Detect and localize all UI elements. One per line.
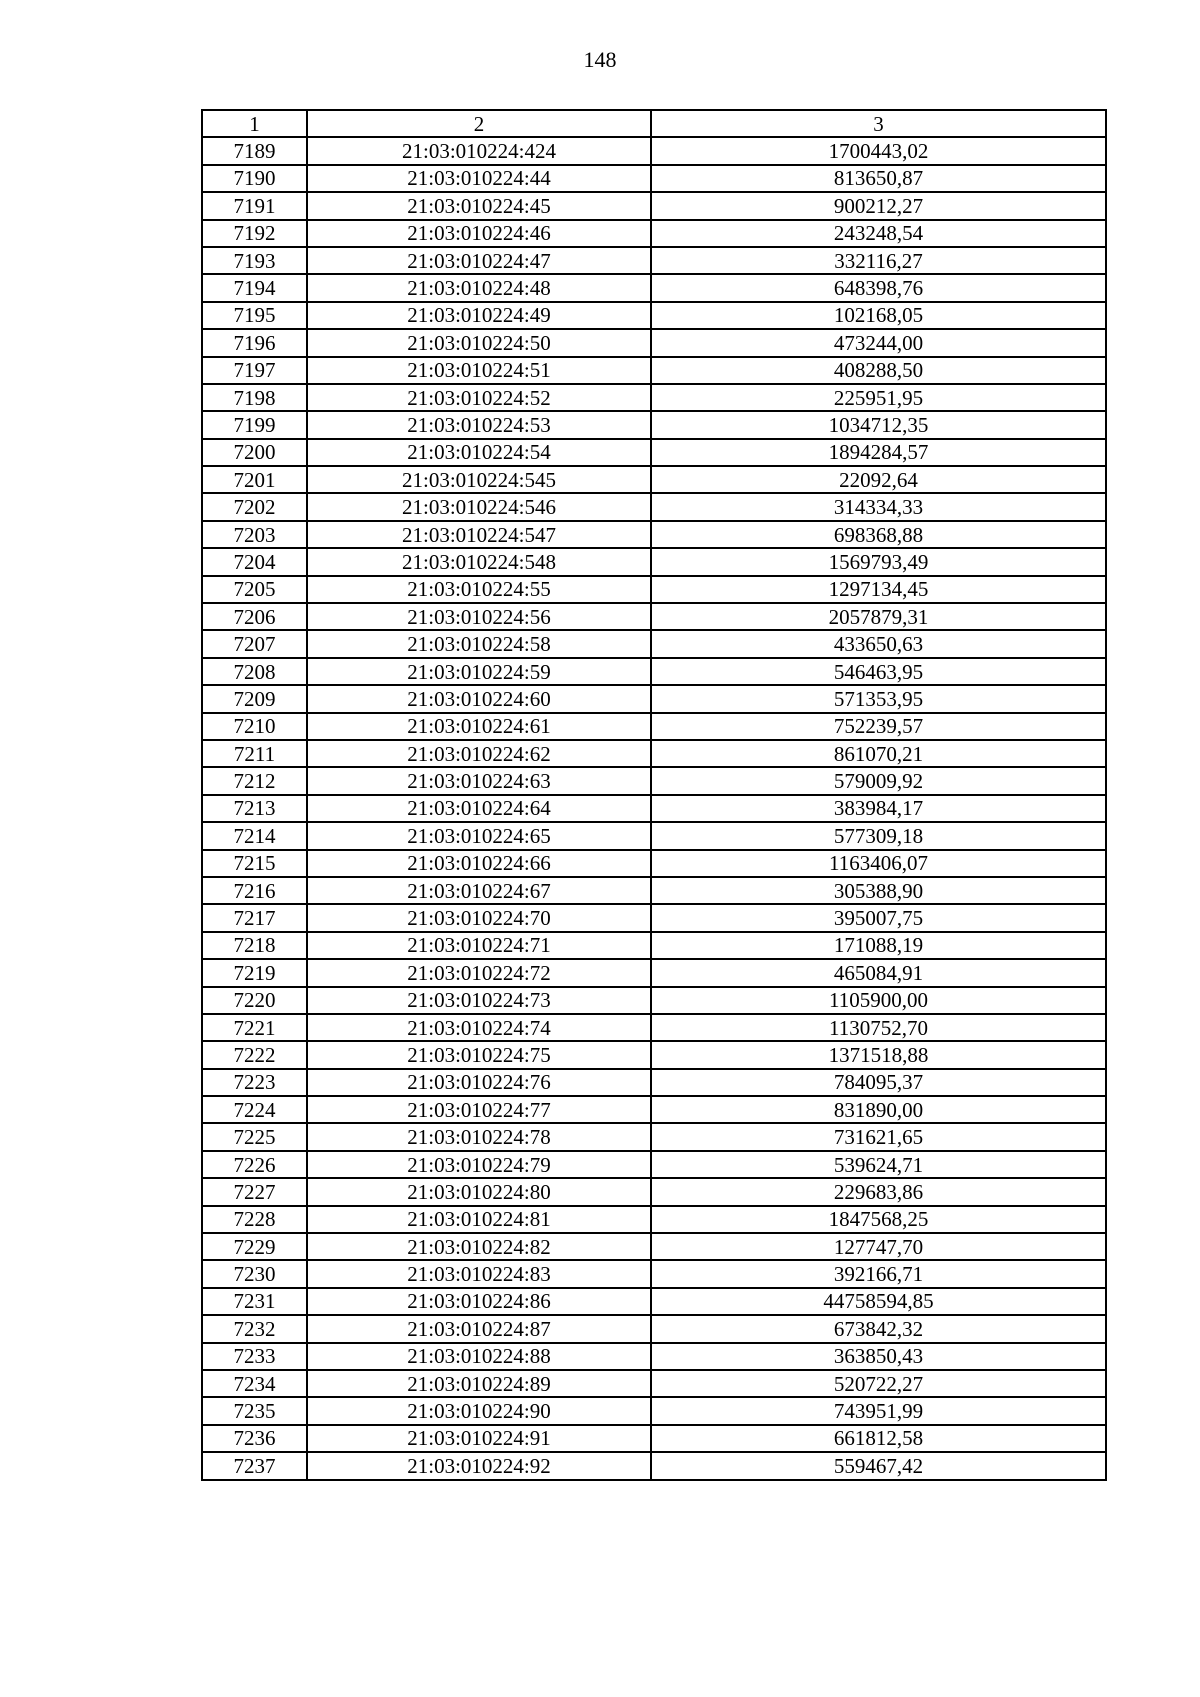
row-number-cell: 7205: [202, 576, 307, 603]
table-row: [202, 411, 1106, 438]
table-row: [202, 630, 1106, 657]
cadastral-number-cell: 21:03:010224:59: [307, 658, 651, 685]
table-row: [202, 959, 1106, 986]
cadastral-number-cell: 21:03:010224:547: [307, 521, 651, 548]
row-number-cell: 7222: [202, 1041, 307, 1068]
cadastral-number-cell: 21:03:010224:46: [307, 220, 651, 247]
cadastral-number-cell: 21:03:010224:73: [307, 987, 651, 1014]
cadastral-number-cell: 21:03:010224:53: [307, 411, 651, 438]
table-row: [202, 1315, 1106, 1342]
row-number-cell: 7214: [202, 822, 307, 849]
row-number-cell: 7224: [202, 1096, 307, 1123]
value-cell: 661812,58: [651, 1425, 1106, 1452]
table-row: [202, 384, 1106, 411]
row-number-cell: 7206: [202, 603, 307, 630]
table-row: [202, 877, 1106, 904]
row-number-cell: 7197: [202, 357, 307, 384]
table-row: [202, 1452, 1106, 1479]
row-number-cell: 7211: [202, 740, 307, 767]
cadastral-number-cell: 21:03:010224:65: [307, 822, 651, 849]
table-row: [202, 1397, 1106, 1424]
value-cell: 127747,70: [651, 1233, 1106, 1260]
row-number-cell: 7226: [202, 1151, 307, 1178]
row-number-cell: 7210: [202, 713, 307, 740]
page-number: 148: [583, 47, 617, 72]
cadastral-number-cell: 21:03:010224:44: [307, 165, 651, 192]
row-number-cell: 7208: [202, 658, 307, 685]
cadastral-number-cell: 21:03:010224:548: [307, 548, 651, 575]
table-row: [202, 302, 1106, 329]
row-number-cell: 7215: [202, 850, 307, 877]
table-row: [202, 137, 1106, 164]
row-number-cell: 7189: [202, 137, 307, 164]
table-row: [202, 576, 1106, 603]
cadastral-number-cell: 21:03:010224:63: [307, 767, 651, 794]
cadastral-number-cell: 21:03:010224:83: [307, 1260, 651, 1287]
value-cell: 698368,88: [651, 521, 1106, 548]
cadastral-number-cell: 21:03:010224:47: [307, 247, 651, 274]
value-cell: 1847568,25: [651, 1206, 1106, 1233]
value-cell: 22092,64: [651, 466, 1106, 493]
table-row: [202, 1260, 1106, 1287]
value-cell: 784095,37: [651, 1069, 1106, 1096]
value-cell: 392166,71: [651, 1260, 1106, 1287]
row-number-cell: 7227: [202, 1178, 307, 1205]
row-number-cell: 7199: [202, 411, 307, 438]
value-cell: 743951,99: [651, 1397, 1106, 1424]
cadastral-number-cell: 21:03:010224:55: [307, 576, 651, 603]
row-number-cell: 7198: [202, 384, 307, 411]
row-number-cell: 7220: [202, 987, 307, 1014]
cadastral-number-cell: 21:03:010224:51: [307, 357, 651, 384]
cadastral-number-cell: 21:03:010224:77: [307, 1096, 651, 1123]
cadastral-number-cell: 21:03:010224:424: [307, 137, 651, 164]
cadastral-number-cell: 21:03:010224:56: [307, 603, 651, 630]
value-cell: 1700443,02: [651, 137, 1106, 164]
cadastral-number-cell: 21:03:010224:62: [307, 740, 651, 767]
cadastral-number-cell: 21:03:010224:80: [307, 1178, 651, 1205]
row-number-cell: 7230: [202, 1260, 307, 1287]
row-number-cell: 7223: [202, 1069, 307, 1096]
cadastral-number-cell: 21:03:010224:76: [307, 1069, 651, 1096]
row-number-cell: 7232: [202, 1315, 307, 1342]
table-row: [202, 1178, 1106, 1205]
row-number-cell: 7194: [202, 274, 307, 301]
table-row: [202, 987, 1106, 1014]
cadastral-number-cell: 21:03:010224:54: [307, 439, 651, 466]
table-row: [202, 1288, 1106, 1315]
row-number-cell: 7200: [202, 439, 307, 466]
table-row: [202, 685, 1106, 712]
value-cell: 571353,95: [651, 685, 1106, 712]
table-row: [202, 1370, 1106, 1397]
row-number-cell: 7236: [202, 1425, 307, 1452]
row-number-cell: 7218: [202, 932, 307, 959]
value-cell: 813650,87: [651, 165, 1106, 192]
row-number-cell: 7209: [202, 685, 307, 712]
table-row: [202, 1425, 1106, 1452]
value-cell: 433650,63: [651, 630, 1106, 657]
value-cell: 831890,00: [651, 1096, 1106, 1123]
table-row: [202, 493, 1106, 520]
value-cell: 861070,21: [651, 740, 1106, 767]
value-cell: 102168,05: [651, 302, 1106, 329]
table-row: [202, 192, 1106, 219]
table-row: [202, 713, 1106, 740]
value-cell: 332116,27: [651, 247, 1106, 274]
value-cell: 1034712,35: [651, 411, 1106, 438]
value-cell: 465084,91: [651, 959, 1106, 986]
cadastral-number-cell: 21:03:010224:60: [307, 685, 651, 712]
value-cell: 383984,17: [651, 795, 1106, 822]
row-number-cell: 7191: [202, 192, 307, 219]
table-header: [202, 110, 1106, 137]
column-header-3: 3: [651, 110, 1106, 137]
table-row: [202, 603, 1106, 630]
row-number-cell: 7201: [202, 466, 307, 493]
table-row: [202, 521, 1106, 548]
row-number-cell: 7217: [202, 904, 307, 931]
cadastral-number-cell: 21:03:010224:92: [307, 1452, 651, 1479]
table-row: [202, 1041, 1106, 1068]
row-number-cell: 7195: [202, 302, 307, 329]
row-number-cell: 7237: [202, 1452, 307, 1479]
table-row: [202, 548, 1106, 575]
row-number-cell: 7234: [202, 1370, 307, 1397]
value-cell: 673842,32: [651, 1315, 1106, 1342]
row-number-cell: 7221: [202, 1014, 307, 1041]
table-row: [202, 274, 1106, 301]
value-cell: 363850,43: [651, 1343, 1106, 1370]
table-row: [202, 220, 1106, 247]
row-number-cell: 7228: [202, 1206, 307, 1233]
cadastral-number-cell: 21:03:010224:67: [307, 877, 651, 904]
value-cell: 305388,90: [651, 877, 1106, 904]
value-cell: 546463,95: [651, 658, 1106, 685]
row-number-cell: 7196: [202, 329, 307, 356]
value-cell: 900212,27: [651, 192, 1106, 219]
row-number-cell: 7207: [202, 630, 307, 657]
value-cell: 1297134,45: [651, 576, 1106, 603]
data-table: [201, 109, 1107, 1481]
cadastral-number-cell: 21:03:010224:546: [307, 493, 651, 520]
cadastral-number-cell: 21:03:010224:70: [307, 904, 651, 931]
cadastral-number-cell: 21:03:010224:50: [307, 329, 651, 356]
value-cell: 2057879,31: [651, 603, 1106, 630]
cadastral-number-cell: 21:03:010224:86: [307, 1288, 651, 1315]
row-number-cell: 7219: [202, 959, 307, 986]
table-row: [202, 1151, 1106, 1178]
table-row: [202, 767, 1106, 794]
value-cell: 408288,50: [651, 357, 1106, 384]
table-row: [202, 329, 1106, 356]
table-row: [202, 247, 1106, 274]
table-row: [202, 1206, 1106, 1233]
value-cell: 44758594,85: [651, 1288, 1106, 1315]
row-number-cell: 7233: [202, 1343, 307, 1370]
table-row: [202, 904, 1106, 931]
table-body: [202, 137, 1106, 1479]
row-number-cell: 7193: [202, 247, 307, 274]
cadastral-number-cell: 21:03:010224:89: [307, 1370, 651, 1397]
row-number-cell: 7225: [202, 1123, 307, 1150]
cadastral-number-cell: 21:03:010224:78: [307, 1123, 651, 1150]
row-number-cell: 7192: [202, 220, 307, 247]
table-row: [202, 439, 1106, 466]
value-cell: 229683,86: [651, 1178, 1106, 1205]
cadastral-number-cell: 21:03:010224:91: [307, 1425, 651, 1452]
cadastral-number-cell: 21:03:010224:61: [307, 713, 651, 740]
cadastral-number-cell: 21:03:010224:48: [307, 274, 651, 301]
table-row: [202, 658, 1106, 685]
row-number-cell: 7204: [202, 548, 307, 575]
value-cell: 648398,76: [651, 274, 1106, 301]
table-row: [202, 165, 1106, 192]
table-row: [202, 795, 1106, 822]
table-row: [202, 850, 1106, 877]
cadastral-number-cell: 21:03:010224:58: [307, 630, 651, 657]
cadastral-number-cell: 21:03:010224:74: [307, 1014, 651, 1041]
row-number-cell: 7235: [202, 1397, 307, 1424]
value-cell: 1163406,07: [651, 850, 1106, 877]
cadastral-number-cell: 21:03:010224:545: [307, 466, 651, 493]
value-cell: 314334,33: [651, 493, 1106, 520]
cadastral-number-cell: 21:03:010224:64: [307, 795, 651, 822]
cadastral-number-cell: 21:03:010224:49: [307, 302, 651, 329]
value-cell: 243248,54: [651, 220, 1106, 247]
value-cell: 225951,95: [651, 384, 1106, 411]
column-header-2: 2: [307, 110, 651, 137]
table-row: [202, 1343, 1106, 1370]
cadastral-number-cell: 21:03:010224:72: [307, 959, 651, 986]
table-row: [202, 822, 1106, 849]
table-row: [202, 357, 1106, 384]
value-cell: 1894284,57: [651, 439, 1106, 466]
row-number-cell: 7216: [202, 877, 307, 904]
value-cell: 577309,18: [651, 822, 1106, 849]
value-cell: 559467,42: [651, 1452, 1106, 1479]
row-number-cell: 7203: [202, 521, 307, 548]
table-row: [202, 932, 1106, 959]
table-row: [202, 1233, 1106, 1260]
value-cell: 752239,57: [651, 713, 1106, 740]
value-cell: 473244,00: [651, 329, 1106, 356]
cadastral-number-cell: 21:03:010224:75: [307, 1041, 651, 1068]
cadastral-number-cell: 21:03:010224:79: [307, 1151, 651, 1178]
table-row: [202, 1096, 1106, 1123]
value-cell: 520722,27: [651, 1370, 1106, 1397]
value-cell: 395007,75: [651, 904, 1106, 931]
row-number-cell: 7229: [202, 1233, 307, 1260]
column-header-1: 1: [202, 110, 307, 137]
cadastral-number-cell: 21:03:010224:90: [307, 1397, 651, 1424]
row-number-cell: 7231: [202, 1288, 307, 1315]
value-cell: 1130752,70: [651, 1014, 1106, 1041]
value-cell: 579009,92: [651, 767, 1106, 794]
value-cell: 1105900,00: [651, 987, 1106, 1014]
table-row: [202, 466, 1106, 493]
cadastral-number-cell: 21:03:010224:82: [307, 1233, 651, 1260]
cadastral-number-cell: 21:03:010224:45: [307, 192, 651, 219]
cadastral-number-cell: 21:03:010224:88: [307, 1343, 651, 1370]
cadastral-number-cell: 21:03:010224:81: [307, 1206, 651, 1233]
value-cell: 171088,19: [651, 932, 1106, 959]
cadastral-number-cell: 21:03:010224:71: [307, 932, 651, 959]
cadastral-number-cell: 21:03:010224:52: [307, 384, 651, 411]
row-number-cell: 7213: [202, 795, 307, 822]
table-row: [202, 740, 1106, 767]
table-row: [202, 1014, 1106, 1041]
value-cell: 1371518,88: [651, 1041, 1106, 1068]
value-cell: 1569793,49: [651, 548, 1106, 575]
cadastral-number-cell: 21:03:010224:66: [307, 850, 651, 877]
row-number-cell: 7202: [202, 493, 307, 520]
row-number-cell: 7212: [202, 767, 307, 794]
table-row: [202, 1123, 1106, 1150]
table-row: [202, 1069, 1106, 1096]
row-number-cell: 7190: [202, 165, 307, 192]
value-cell: 731621,65: [651, 1123, 1106, 1150]
value-cell: 539624,71: [651, 1151, 1106, 1178]
header-row: [202, 110, 1106, 137]
cadastral-number-cell: 21:03:010224:87: [307, 1315, 651, 1342]
